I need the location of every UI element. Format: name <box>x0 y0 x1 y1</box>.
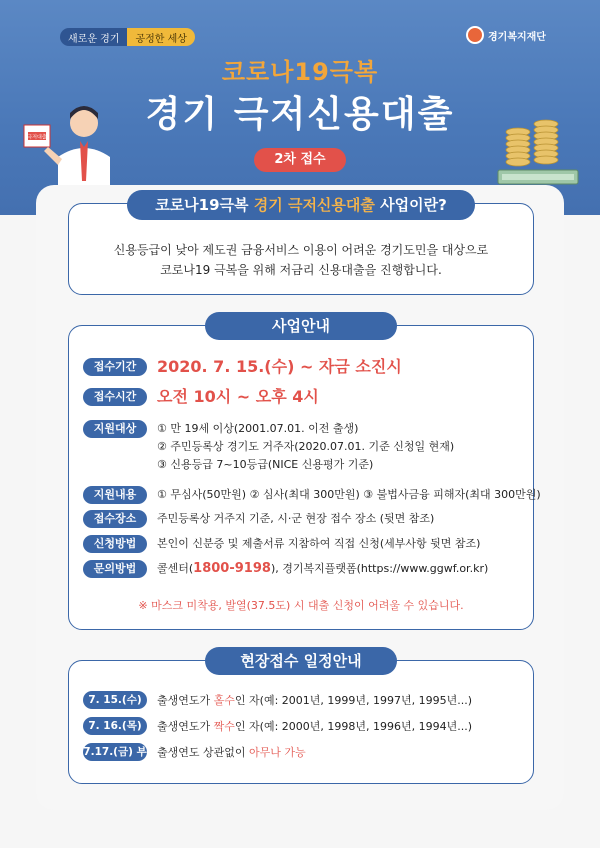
intro-title-pre: 코로나19극복 <box>155 196 254 214</box>
schedule-desc-pre: 출생연도가 <box>157 694 214 707</box>
slogan-right: 공정한 세상 <box>127 28 194 46</box>
schedule-date-label: 7.17.(금) 부터 <box>83 743 147 761</box>
mask-notice: ※ 마스크 미착용, 발열(37.5도) 시 대출 신청이 어려울 수 있습니다. <box>138 599 464 612</box>
schedule-desc-pre: 출생연도가 <box>157 720 214 733</box>
place-value: 주민등록상 거주지 기준, 시·군 현장 접수 장소 (뒷면 참조) <box>157 512 435 525</box>
content-label: 지원내용 <box>83 486 147 504</box>
logo-mark-icon <box>466 26 484 44</box>
box-label: 극저대출 <box>27 134 47 141</box>
logo-text: 경기복지재단 <box>488 31 546 43</box>
target-item-2: ② 주민등록상 경기도 거주자(2020.07.01. 기준 신청일 현재) <box>157 440 455 453</box>
round-badge: 2차 접수 <box>254 148 346 172</box>
schedule-desc-post: 인 자(예: 2000년, 1998년, 1996년, 1994년...) <box>234 720 473 733</box>
slogan-badge <box>60 28 195 46</box>
schedule-row <box>83 743 306 776</box>
schedule-row <box>83 717 472 735</box>
time-value: 오전 10시 ~ 오후 4시 <box>157 387 319 406</box>
intro-title-post: 사업이란? <box>374 196 447 214</box>
time-row <box>83 388 319 406</box>
schedule-date-label: 7. 15.(수) <box>83 691 147 709</box>
target-item-1: ① 만 19세 이상(2001.07.01. 이전 출생) <box>157 422 359 435</box>
schedule-desc-post: 인 자(예: 2001년, 1999년, 1997년, 1995년...) <box>234 694 473 707</box>
schedule-desc <box>157 718 472 734</box>
method-label: 신청방법 <box>83 535 147 553</box>
schedule-row <box>83 691 472 709</box>
intro-title-highlight: 경기 극저신용대출 <box>253 196 375 214</box>
target-list <box>157 420 454 474</box>
intro-line-2: 코로나19 극복을 위해 저금리 신용대출을 진행합니다. <box>160 263 442 277</box>
inquiry-label: 문의방법 <box>83 560 147 578</box>
target-label: 지원대상 <box>83 420 147 438</box>
title-sub: 코로나19극복 <box>221 58 379 86</box>
coins-illustration-icon <box>488 92 588 192</box>
schedule-title: 현장접수 일정안내 <box>205 647 397 675</box>
inquiry-row <box>83 560 488 578</box>
period-value: 2020. 7. 15.(수) ~ 자금 소진시 <box>157 357 402 376</box>
inquiry-post: ), 경기복지플랫폼(https://www.ggwf.or.kr) <box>270 562 489 575</box>
business-title: 사업안내 <box>205 312 397 340</box>
intro-card <box>68 196 534 295</box>
period-label: 접수기간 <box>83 358 147 376</box>
content-value: ① 무심사(50만원) ② 심사(최대 300만원) ③ 불법사금융 피해자(최대 300만원) <box>157 488 541 501</box>
person-illustration-icon <box>22 95 142 195</box>
schedule-desc <box>157 692 472 708</box>
intro-body <box>69 240 533 280</box>
method-row <box>83 535 480 553</box>
page-title: 경기 극저신용대출 <box>145 94 455 135</box>
place-label: 접수장소 <box>83 510 147 528</box>
inquiry-value <box>157 560 488 578</box>
target-item-3: ③ 신용등급 7~10등급(NICE 신용평가 기준) <box>157 458 374 471</box>
inquiry-pre: 콜센터( <box>157 562 194 575</box>
business-card <box>68 317 541 630</box>
schedule-card <box>68 652 534 784</box>
method-value: 본인이 신분증 및 제출서류 지참하여 직접 신청(세부사항 뒷면 참조) <box>157 537 481 550</box>
schedule-desc-highlight: 아무나 가능 <box>249 746 306 759</box>
schedule-desc-highlight: 짝수 <box>213 720 235 733</box>
intro-line-1: 신용등급이 낮아 제도권 금융서비스 이용이 어려운 경기도민을 대상으로 <box>113 243 489 257</box>
schedule-desc <box>157 744 306 760</box>
callcenter-phone: 1800-9198 <box>193 561 271 576</box>
schedule-desc-pre: 출생연도 상관없이 <box>157 746 250 759</box>
content-row <box>83 486 541 504</box>
time-label: 접수시간 <box>83 388 147 406</box>
schedule-desc-highlight: 홀수 <box>213 694 235 707</box>
schedule-date-label: 7. 16.(목) <box>83 717 147 735</box>
period-row <box>83 358 402 376</box>
intro-title <box>127 190 475 220</box>
target-row <box>83 420 454 474</box>
slogan-left: 새로운 경기 <box>60 28 127 46</box>
foundation-logo <box>466 26 546 44</box>
place-row <box>83 510 434 528</box>
